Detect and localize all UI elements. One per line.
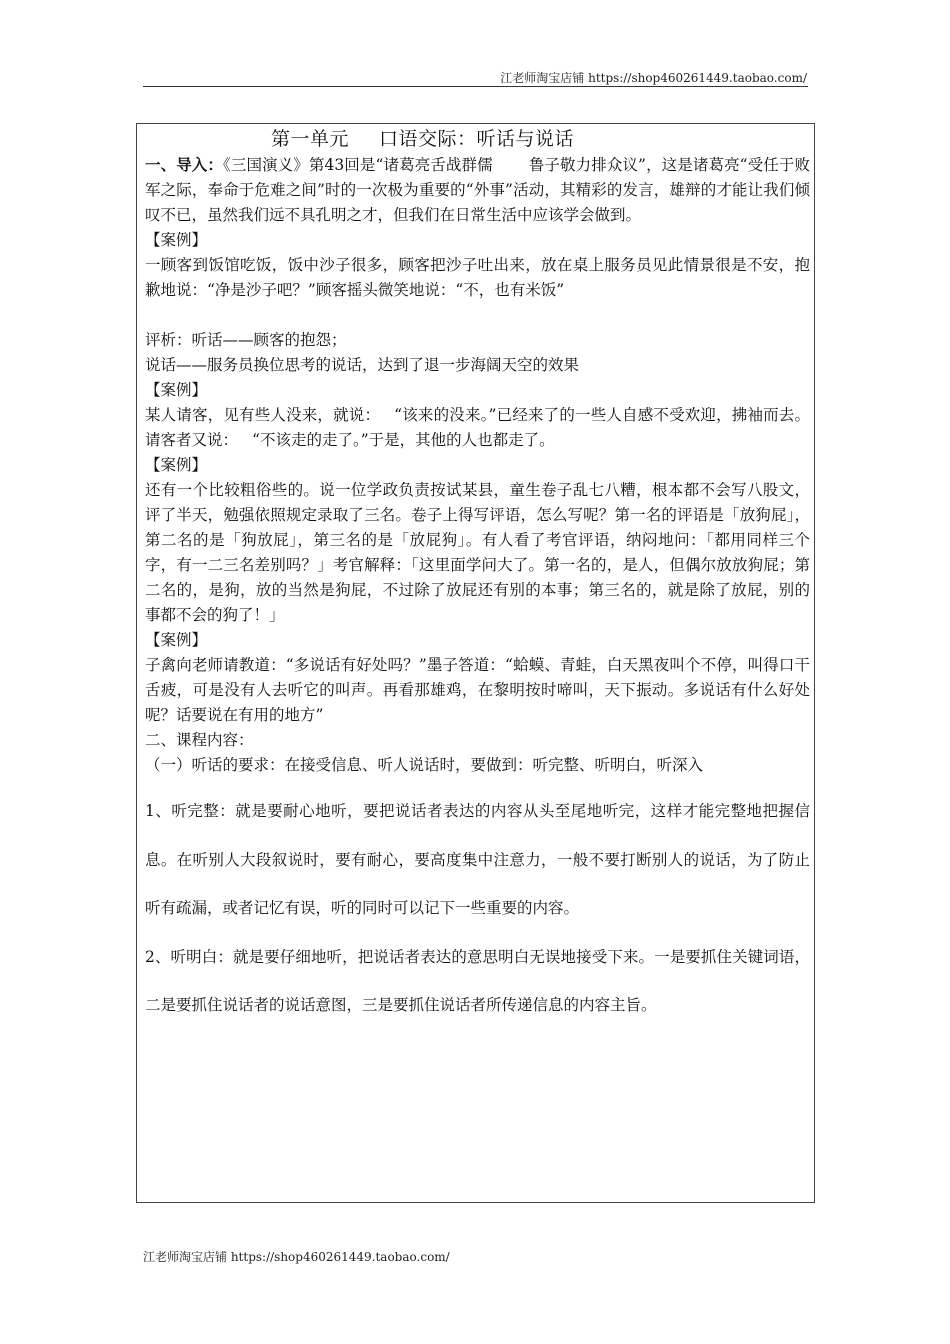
- header-shop-link[interactable]: 江老师淘宝店铺 https://shop460261449.taobao.com/: [500, 71, 807, 85]
- case-2-part-a: 某人请客，见有些人没来，就说：: [145, 406, 381, 424]
- content-table-cell: [136, 123, 815, 1203]
- point-2-listen-clearly: 2、听明白：就是要仔细地听，把说话者表达的意思明白无误地接受下来。一是要抓住关键词语，二是要抓住说话者的说话意图，三是要抓住说话者所传递信息的内容主旨。: [145, 947, 810, 1014]
- case-heading-2: 【案例】: [145, 381, 208, 399]
- intro-label: 一、导入：: [145, 155, 224, 174]
- intro-paragraph: [145, 152, 810, 228]
- analysis-listen: 评析：听话——顾客的抱怨；: [145, 331, 347, 349]
- case-1-text: 一顾客到饭馆吃饭，饭中沙子很多，顾客把沙子吐出来，放在桌上服务员见此情景很是不安，抱歉地说：“净是沙子吧？”顾客摇头微笑地说：“不，也有米饭”: [145, 256, 810, 299]
- header-divider: [143, 86, 808, 87]
- point-1-listen-completely: 1、听完整：就是要耐心地听，要把说话者表达的内容从头至尾地听完，这样才能完整地把握信息。在听别人大段叙说时，要有耐心，要高度集中注意力，一般不要打断别人的说话，为了防止听有疏漏，或者记忆有误，听的同时可以记下一些重要的内容。: [145, 802, 810, 917]
- case-2-part-b: “该来的没来。”已经来了的一些人自感不受欢迎，拂袖而去。请客者又说：: [145, 406, 810, 449]
- section-2-heading: 二、课程内容：: [145, 731, 254, 749]
- document-body: [145, 126, 810, 1030]
- listening-requirements: （一）听话的要求：在接受信息、听人说话时，要做到：听完整、听明白，听深入: [145, 756, 704, 774]
- case-heading-4: 【案例】: [145, 631, 208, 649]
- intro-text-a: 《三国演义》第43回是“诸葛亮舌战群儒: [223, 156, 493, 174]
- title-topic: 口语交际：听话与说话: [379, 128, 575, 150]
- case-2-part-c: “不该走的走了。”于是，其他的人也都走了。: [252, 431, 555, 449]
- blank-line: [145, 303, 810, 328]
- case-4-text: 子禽向老师请教道：“多说话有好处吗？”墨子答道：“蛤蟆、青蛙，白天黑夜叫个不停，叫得口干舌疲，可是没有人去听它的叫声。再看那雄鸡，在黎明按时啼叫，天下振动。多说话有什么好处呢？话要说在有用的地方”: [145, 656, 810, 724]
- page-title: [271, 126, 810, 152]
- case-3-text: 还有一个比较粗俗些的。说一位学政负责按试某县，童生卷子乱七八糟，根本都不会写八股文，评了半天，勉强依照规定录取了三名。卷子上得写评语，怎么写呢？第一名的评语是「放狗屁」，第二名的是「狗放屁」，第三名的是「放屁狗」。有人看了考官评语，纳闷地问：「都用同样三个字，有一二三名差别吗？」考官解释：「这里面学问大了。第一名的，是人，但偶尔放放狗屁；第二名的，是狗，放的当然是狗屁，不过除了放屁还有别的本事；第三名的，就是除了放屁，别的事都不会的狗了！」: [145, 481, 810, 624]
- case-heading-1: 【案例】: [145, 231, 208, 249]
- analysis-speak: 说话——服务员换位思考的说话，达到了退一步海阔天空的效果: [145, 356, 580, 374]
- case-2-text: [145, 403, 810, 453]
- footer-shop-link[interactable]: 江老师淘宝店铺 https://shop460261449.taobao.com/: [143, 1250, 450, 1264]
- title-unit: 第一单元: [271, 128, 350, 150]
- case-heading-3: 【案例】: [145, 456, 208, 474]
- intro-text-b: 鲁子敬力排众议”，这是诸葛亮“受任于败军之际，奉命于危难之间”时的一次极为重要的“外事”活动，其精彩的发言，雄辩的才能让我们倾叹不已，虽然我们远不具孔明之才，但我们在日常生活中应该学会做到。: [145, 156, 810, 224]
